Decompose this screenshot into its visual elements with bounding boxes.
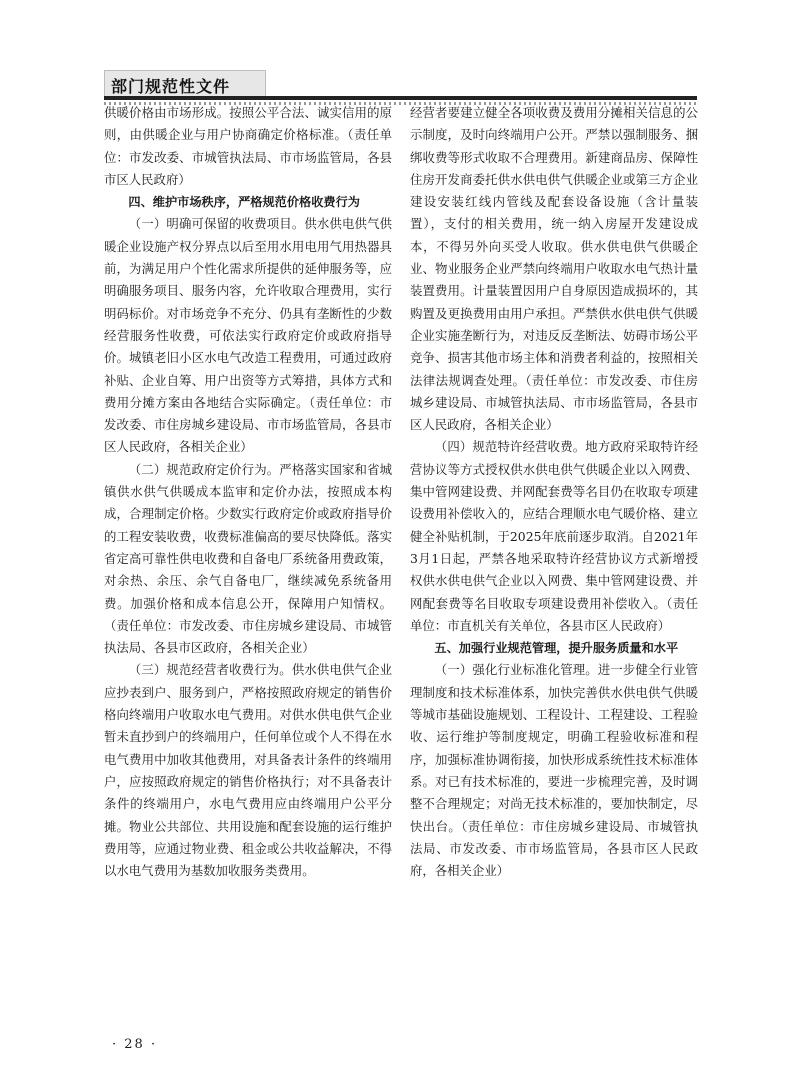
page-number: · 28 · [112, 1037, 158, 1052]
continued-paragraph: 经营者要建立健全各项收费及费用分摊相关信息的公示制度，及时向终端用户公开。严禁以强制服务、捆绑收费等形式收取不合理费用。新建商品房、保障性住房开发商委托供水供电供气供暖企业或第三方企业建设安装红线内管线及配套设备设施（含计量装置），支付的相关费用，统一纳入房屋开发建设成本，不得另外向买受人收取。供水供电供气供暖企业、物业服务企业严禁向终端用户收取水电气热计量装置费用。计量装置因用户自身原因造成损坏的，其购置及更换费用由用户承担。严禁供水供电供气供暖企业实施垄断行为，对违反反垄断法、妨碍市场公平竞争、损害其他市场主体和消费者利益的，按照相关法律法规调查处理。（责任单位：市发改委、市住房城乡建设局、市城管执法局、市市场监管局，各县市区人民政府，各相关企业） [410, 105, 698, 433]
section-heading: 四、维护市场秩序，严格规范价格收费行为 [128, 195, 360, 210]
paragraph: （四）规范特许经营收费。地方政府采取特许经营协议等方式授权供水供电供气供暖企业以入网费、集中管网建设费、并网配套费等名目仍在收取专项建设费用补偿收入的，应结合理顺水电气暖价格、建立健全补贴机制，于2025年底前逐步取消。自2021年3月1日起，严禁各地采取特许经营协议方式新增授权供水供电供气企业以入网费、集中管网建设费、并网配套费等名目收取专项建设费用补偿收入。（责任单位：市直机关有关单位，各县市区人民政府） [410, 439, 698, 633]
left-column [104, 102, 392, 882]
paragraph: （一）强化行业标准化管理。进一步健全行业管理制度和技术标准体系，加快完善供水供电供气供暖等城市基础设施规划、工程设计、工程建设、工程验收、运行维护等制度规定，明确工程验收标准和程序，加强标准协调衔接，加快形成系统性技术标准体系。对已有技术标准的，要进一步梳理完善，及时调整不合理规定；对尚无技术标准的，要加快制定，尽快出台。（责任单位：市住房城乡建设局、市城管执法局、市发改委、市市场监管局，各县市区人民政府，各相关企业） [410, 662, 698, 879]
paragraph: （二）规范政府定价行为。严格落实国家和省城镇供水供气供暖成本监审和定价办法，按照成本构成，合理制定价格。少数实行政府定价或政府指导价的工程安装收费，收费标准偏高的要尽快降低。落实省定高可靠性供电收费和自备电厂系统备用费政策，对余热、余压、余气自备电厂，继续减免系统备用费。加强价格和成本信息公开，保障用户知情权。（责任单位：市发改委、市住房城乡建设局、市城管执法局、各县市区政府，各相关企业） [104, 461, 392, 656]
paragraph: （一）明确可保留的收费项目。供水供电供气供暖企业设施产权分界点以后至用水用电用气用热器具前，为满足用户个性化需求所提供的延伸服务等，应明确服务项目、服务内容，允许收取合理费用，实行明码标价。对市场竞争不充分、仍具有垄断性的少数经营服务性收费，可依法实行政府定价或政府指导价。城镇老旧小区水电气改造工程费用，可通过政府补贴、企业自筹、用户出资等方式筹措，具体方式和费用分摊方案由各地结合实际确定。（责任单位：市发改委、市住房城乡建设局、市市场监管局，各县市区人民政府，各相关企业） [104, 216, 392, 455]
right-column [410, 102, 698, 882]
header-rule [104, 96, 697, 100]
paragraph: （三）规范经营者收费行为。供水供电供气企业应抄表到户、服务到户，严格按照政府规定的销售价格向终端用户收取水电气费用。对供水供电供气企业暂未直抄到户的终端用户，任何单位或个人不得在水电气费用中加收其他费用，对具备表计条件的终端用户，应按照政府规定的销售价格执行；对不具备表计条件的终端用户，水电气费用应由终端用户公平分摊。物业公共部位、共用设施和配套设施的运行维护费用等，应通过物业费、租金或公共收益解决，不得以水电气费用为基数加收服务类费用。 [104, 662, 392, 879]
section-heading: 五、加强行业规范管理，提升服务质量和水平 [434, 641, 679, 656]
section-title: 部门规范性文件 [111, 77, 231, 96]
section-title-box [104, 70, 266, 98]
continued-paragraph: 供暖价格由市场形成。按照公平合法、诚实信用的原则，由供暖企业与用户协商确定价格标准。（责任单位：市发改委、市城管执法局、市市场监管局，各县市区人民政府） [104, 105, 392, 187]
